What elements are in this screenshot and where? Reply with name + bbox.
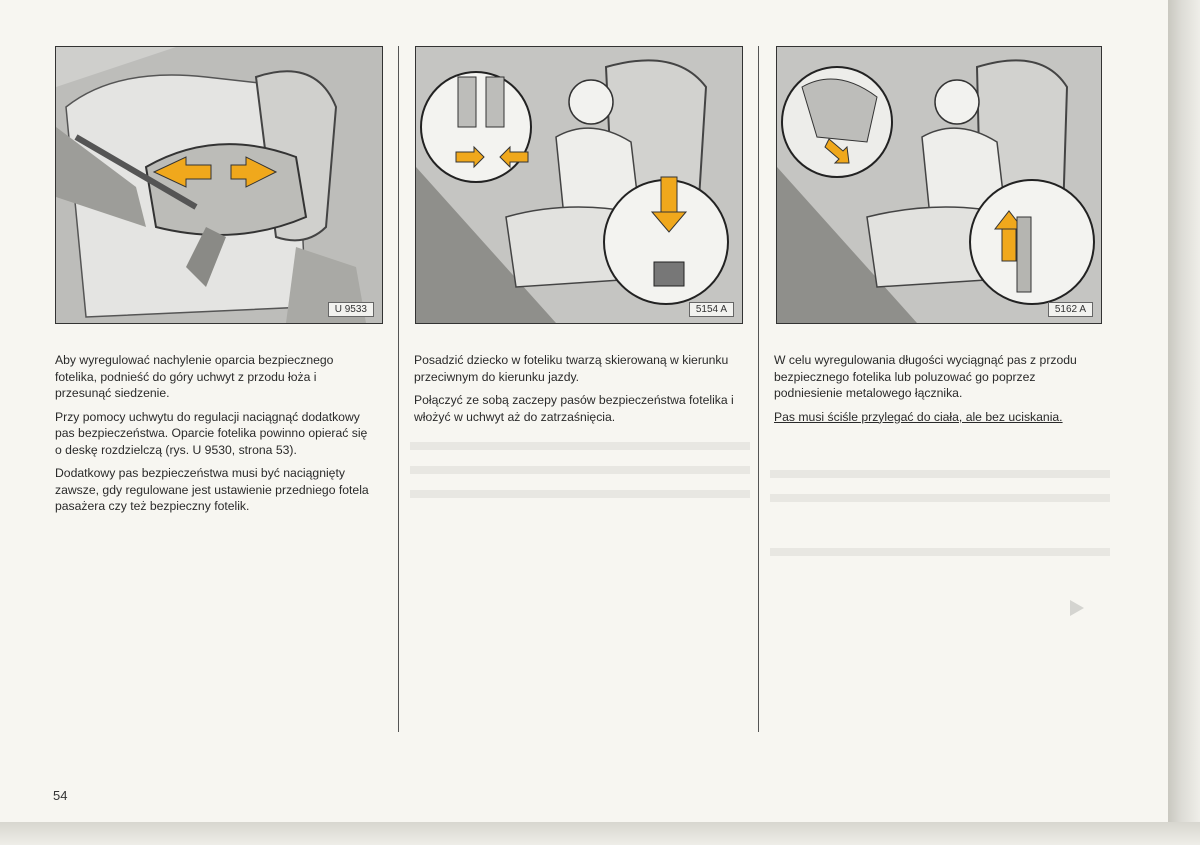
figure-seat-tilt [55, 46, 383, 324]
show-through [410, 442, 750, 450]
show-through [770, 470, 1110, 478]
text-column-1 [55, 352, 375, 522]
paragraph: Aby wyregulować nachylenie oparcia bezpiecznego fotelika, podnieść do góry uchwyt z przodu łoża i przesunąć siedzenie. [55, 353, 334, 400]
text-column-3 [774, 352, 1094, 432]
figure-belt-adjust [776, 46, 1102, 324]
figure-code: U 9533 [328, 302, 374, 317]
paragraph: Posadzić dziecko w foteliku twarzą skierowaną w kierunku przeciwnym do kierunku jazdy. [414, 353, 729, 384]
paragraph: Przy pomocy uchwytu do regulacji naciągnąć dodatkowy pas bezpieczeństwa. Oparcie fotelika powinno opierać się o deskę rozdzielczą (rys. U 9530, strona 53). [55, 409, 368, 457]
page-number: 54 [53, 788, 68, 803]
paragraph: W celu wyregulowania długości wyciągnąć pas z przodu bezpiecznego fotelika lub poluzować go poprzez podniesienie metalowego łącznika. [774, 353, 1077, 400]
figure-code: 5162 A [1048, 302, 1093, 317]
paragraph: Dodatkowy pas bezpieczeństwa musi być naciągnięty zawsze, gdy regulowane jest ustawienie przedniego fotela pasażera czy też bezpieczny fotelik. [55, 466, 369, 513]
child-seat-buckle-illustration [416, 47, 742, 323]
page-bottom-shadow [0, 822, 1200, 845]
figure-buckle [415, 46, 743, 324]
figure-code: 5154 A [689, 302, 734, 317]
note-paragraph: Pas musi ściśle przylegać do ciała, ale bez uciskania. [774, 409, 1063, 424]
show-through [770, 548, 1110, 556]
show-through [410, 466, 750, 474]
show-through [770, 494, 1110, 502]
text-column-2 [414, 352, 734, 432]
show-through [410, 490, 750, 498]
paragraph: Połączyć ze sobą zaczepy pasów bezpieczeństwa fotelika i włożyć w uchwyt aż do zatrzaśnięcia. [414, 393, 734, 424]
column-divider [398, 46, 399, 732]
column-divider [758, 46, 759, 732]
book-spine-edge [1168, 0, 1200, 845]
continue-arrow-icon [1070, 600, 1084, 616]
child-seat-tilt-illustration [56, 47, 382, 323]
child-seat-belt-adjust-illustration [777, 47, 1101, 323]
